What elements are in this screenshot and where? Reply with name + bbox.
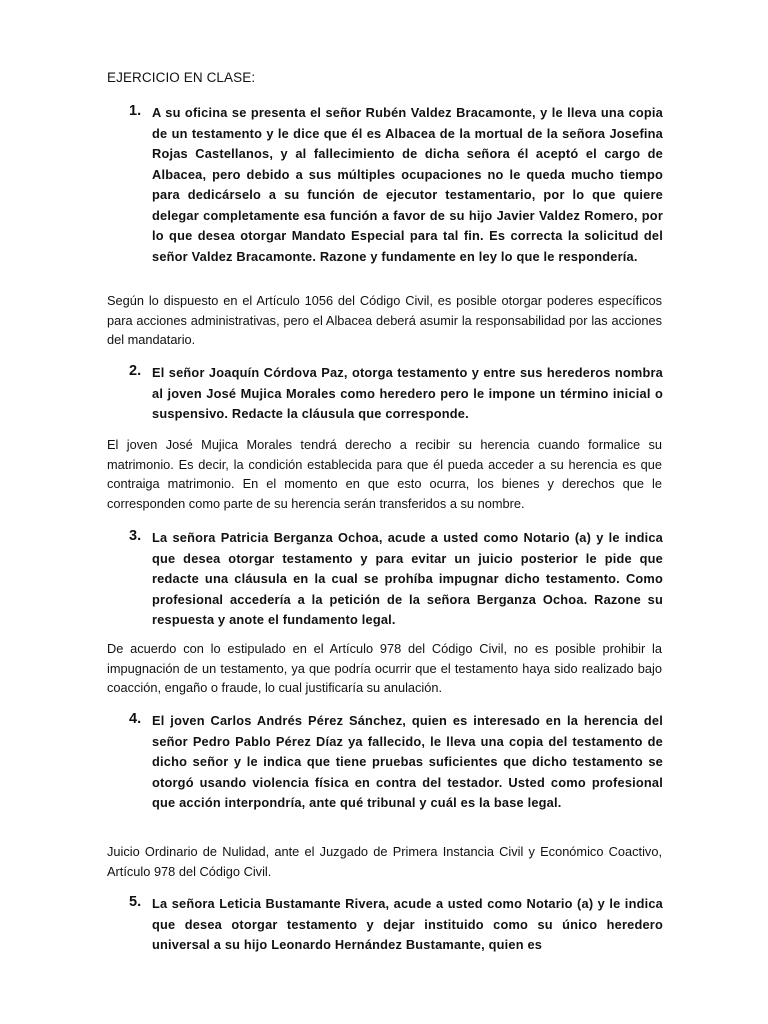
question-item-4 <box>129 711 663 814</box>
answer-paragraph-2: El joven José Mujica Morales tendrá derecho a recibir su herencia cuando formalice su matrimonio. Es decir, la condición establecida para que él pueda acceder a su herencia es que contraiga matrimonio. En el momento en que esto ocurra, los bienes y derechos que le corresponden como parte de su herencia serán transferidos a su nombre. <box>107 437 662 511</box>
answer-paragraph-4: Juicio Ordinario de Nulidad, ante el Juzgado de Primera Instancia Civil y Económico Coactivo, Artículo 978 del Código Civil. <box>107 844 662 879</box>
answer-paragraph-1: Según lo dispuesto en el Artículo 1056 del Código Civil, es posible otorgar poderes específicos para acciones administrativas, pero el Albacea deberá asumir la responsabilidad por las acciones del mandatario. <box>107 293 662 348</box>
question-number: 4. <box>129 711 142 727</box>
question-number: 1. <box>129 103 142 119</box>
answer-paragraph-3: De acuerdo con lo estipulado en el Artículo 978 del Código Civil, no es posible prohibir la impugnación de un testamento, ya que podría ocurrir que el testamento haya sido realizado bajo coacción, engaño o fraude, lo cual justificaría su anulación. <box>107 641 662 696</box>
question-text: A su oficina se presenta el señor Rubén Valdez Bracamonte, y le lleva una copia de un testamento y le dice que él es Albacea de la mortual de la señora Josefina Rojas Castellanos, y al fallecimiento de dicha señora él aceptó el cargo de Albacea, pero debido a sus múltiples ocupaciones no le queda mucho tiempo para dedicárselo a su función de ejecutor testamentario, por lo que quiere delegar completamente esa función a favor de su hijo Javier Valdez Romero, por lo que desea otorgar Mandato Especial para tal fin. Es correcta la solicitud del señor Valdez Bracamonte. Razone y fundamente en ley lo que le respondería. <box>152 105 663 264</box>
question-item-3 <box>129 528 663 631</box>
document-heading: EJERCICIO EN CLASE: <box>107 70 256 85</box>
question-text: El señor Joaquín Córdova Paz, otorga testamento y entre sus herederos nombra al joven José Mujica Morales como heredero pero le impone un término inicial o suspensivo. Redacte la cláusula que corresponde. <box>152 365 663 421</box>
question-item-2 <box>129 363 663 425</box>
question-text: La señora Leticia Bustamante Rivera, acude a usted como Notario (a) y le indica que desea otorgar testamento y dejar instituido como su único heredero universal a su hijo Leonardo Hernández Bustamante, quien es <box>152 896 663 952</box>
question-text: La señora Patricia Berganza Ochoa, acude a usted como Notario (a) y le indica que desea otorgar testamento y para evitar un juicio posterior le pide que redacte una cláusula en la cual se prohíba impugnar dicho testamento. Como profesional accedería a la petición de la señora Berganza Ochoa. Razone su respuesta y anote el fundamento legal. <box>152 530 663 627</box>
question-item-1 <box>129 103 663 267</box>
question-number: 3. <box>129 528 142 544</box>
question-text: El joven Carlos Andrés Pérez Sánchez, quien es interesado en la herencia del señor Pedro Pablo Pérez Díaz ya fallecido, le lleva una copia del testamento de dicho señor y le indica que tiene pruebas suficientes que dicho testamento se otorgó usando violencia física en contra del testador. Usted como profesional que acción interpondría, ante qué tribunal y cuál es la base legal. <box>152 713 663 810</box>
question-number: 5. <box>129 894 142 910</box>
question-item-5 <box>129 894 663 956</box>
question-number: 2. <box>129 363 142 379</box>
